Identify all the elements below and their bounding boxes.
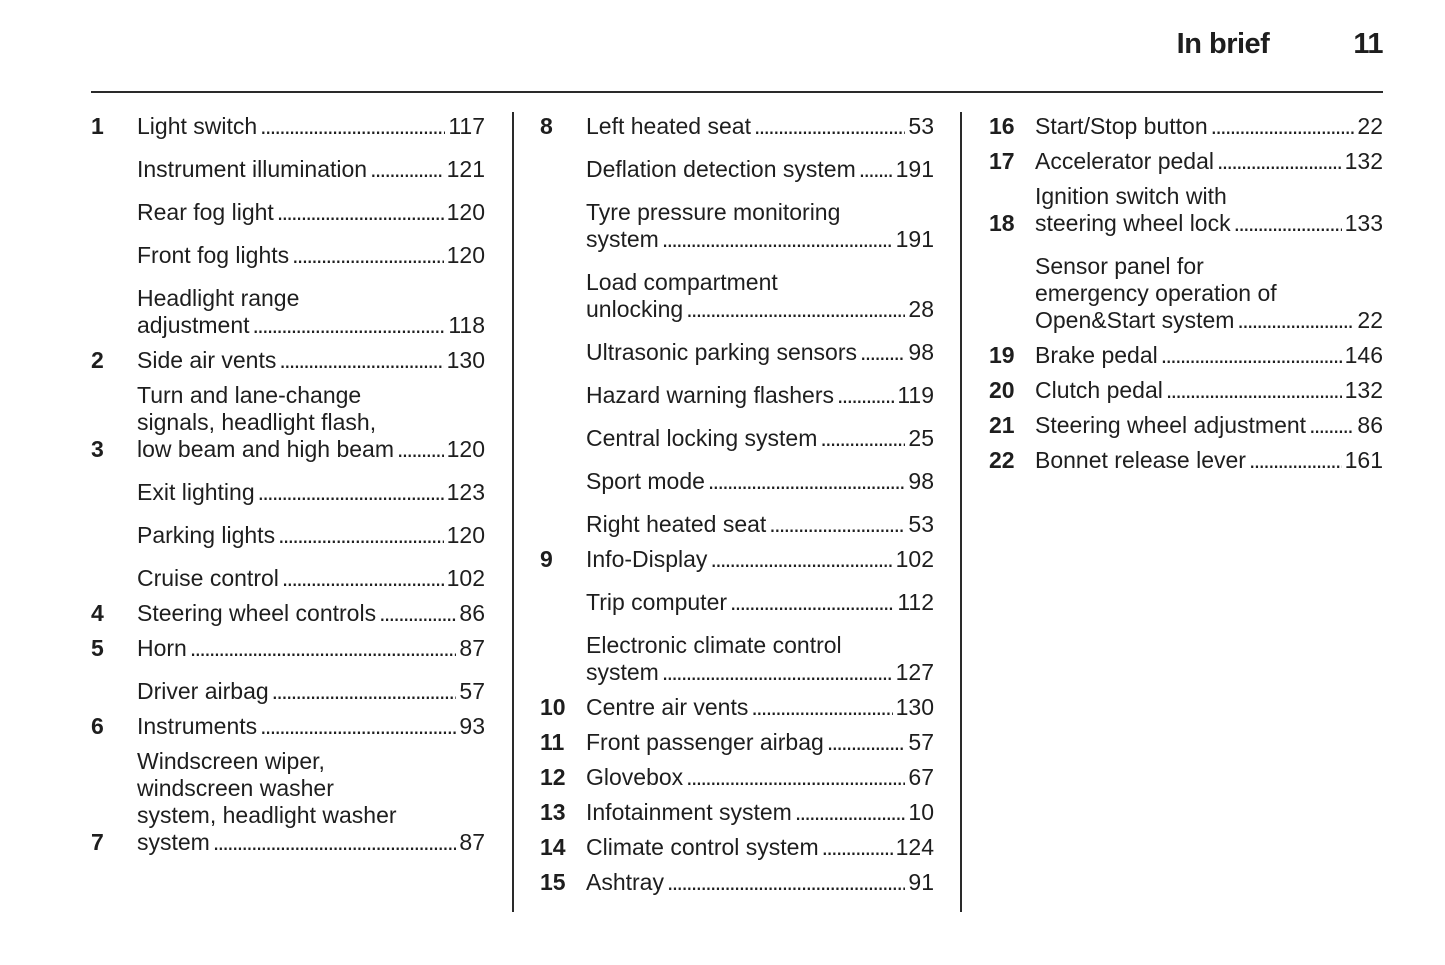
page-reference: 57 [908, 729, 934, 755]
index-entry [989, 447, 1383, 474]
page-reference: 191 [895, 226, 934, 252]
entry-label: Exit lighting [137, 479, 255, 505]
entry-label: Bonnet release lever [1035, 447, 1246, 473]
index-entry [989, 377, 1383, 404]
entry-leader-line [586, 659, 934, 686]
index-entry [91, 156, 485, 183]
index-entry [540, 156, 934, 183]
page-reference: 120 [446, 436, 485, 462]
entry-text [137, 635, 485, 662]
item-number: 9 [540, 546, 553, 572]
page-reference: 127 [895, 659, 934, 685]
page-reference: 93 [459, 713, 485, 739]
page-reference: 124 [895, 834, 934, 860]
dot-leader [708, 468, 906, 495]
entry-text [586, 468, 934, 495]
entry-leader-line [586, 226, 934, 253]
entry-leader-line [586, 156, 934, 183]
entry-label: low beam and high beam [137, 436, 394, 462]
item-number: 18 [989, 210, 1015, 236]
entry-text [137, 285, 485, 339]
page-reference: 119 [897, 382, 934, 408]
entry-label-line: signals, headlight flash, [137, 409, 377, 435]
entry-label: Light switch [137, 113, 258, 139]
entry-leader-line [1035, 307, 1383, 334]
dot-leader [754, 113, 905, 140]
entry-label: Start/Stop button [1035, 113, 1208, 139]
entry-text [1035, 183, 1383, 237]
entry-label: Deflation detection system [586, 156, 856, 182]
entry-leader-line [137, 829, 485, 856]
index-entry [91, 748, 485, 856]
entry-leader-line [1035, 342, 1383, 369]
item-number: 8 [540, 113, 553, 139]
page-reference: 161 [1344, 447, 1383, 473]
entry-label: system [586, 226, 659, 252]
dot-leader [837, 382, 894, 409]
entry-text [137, 242, 485, 269]
item-number: 13 [540, 799, 566, 825]
entry-leader-line [586, 511, 934, 538]
entry-text [1035, 412, 1383, 439]
entry-label: unlocking [586, 296, 684, 322]
index-entry [540, 511, 934, 538]
entry-label: Ultrasonic parking sensors [586, 339, 858, 365]
page-reference: 146 [1344, 342, 1383, 368]
entry-leader-line [137, 522, 485, 549]
entry-leader-line [1035, 412, 1383, 439]
dot-leader [1309, 412, 1354, 439]
entry-text [137, 713, 485, 740]
index-entry [540, 834, 934, 861]
index-entry [91, 382, 485, 463]
index-entry [989, 253, 1383, 334]
entry-text [586, 694, 934, 721]
entry-label: Sport mode [586, 468, 705, 494]
page-reference: 28 [908, 296, 934, 322]
entry-text [586, 339, 934, 366]
dot-leader [751, 694, 892, 721]
dot-leader [277, 199, 444, 226]
index-entry [540, 799, 934, 826]
page-reference: 53 [908, 511, 934, 537]
item-number: 12 [540, 764, 566, 790]
entry-leader-line [586, 869, 934, 896]
entry-leader-line [586, 799, 934, 826]
entry-label: Info-Display [586, 546, 708, 572]
index-entry [91, 713, 485, 740]
entry-text [1035, 113, 1383, 140]
entry-leader-line [137, 199, 485, 226]
entry-label: Front passenger airbag [586, 729, 824, 755]
entry-label-line: Headlight range [137, 285, 300, 311]
entry-text [586, 199, 934, 253]
entry-leader-line [137, 713, 485, 740]
entry-leader-line [137, 565, 485, 592]
page-reference: 120 [446, 522, 485, 548]
entry-label-line: Load compartment [586, 269, 778, 295]
dot-leader [213, 829, 457, 856]
entry-leader-line [137, 347, 485, 374]
entry-text [586, 869, 934, 896]
index-column-3 [989, 113, 1383, 474]
entry-label: Driver airbag [137, 678, 269, 704]
dot-leader [822, 834, 893, 861]
item-number: 7 [91, 829, 104, 855]
item-number: 16 [989, 113, 1015, 139]
entry-text [586, 799, 934, 826]
index-entry [91, 522, 485, 549]
entry-label: Steering wheel adjustment [1035, 412, 1307, 438]
index-entry [540, 269, 934, 323]
dot-leader [662, 659, 893, 686]
dot-leader [795, 799, 906, 826]
entry-label: Cruise control [137, 565, 279, 591]
dot-leader [260, 113, 445, 140]
page-reference: 121 [446, 156, 485, 182]
index-entry [91, 678, 485, 705]
item-number: 19 [989, 342, 1015, 368]
entry-leader-line [137, 479, 485, 506]
entry-label: Front fog lights [137, 242, 290, 268]
entry-leader-line [586, 546, 934, 573]
page-reference: 117 [448, 113, 485, 139]
column-divider [512, 112, 514, 912]
entry-text [586, 156, 934, 183]
index-entry [989, 342, 1383, 369]
index-entry [91, 242, 485, 269]
entry-leader-line [586, 694, 934, 721]
page-reference: 130 [895, 694, 934, 720]
entry-leader-line [1035, 377, 1383, 404]
dot-leader [769, 511, 905, 538]
entry-leader-line [586, 296, 934, 323]
page-reference: 132 [1344, 377, 1383, 403]
dot-leader [379, 600, 456, 627]
entry-label-line: Ignition switch with [1035, 183, 1227, 209]
page-reference: 53 [908, 113, 934, 139]
index-entry [540, 113, 934, 140]
index-entry [91, 113, 485, 140]
index-column-1 [91, 113, 485, 856]
entry-label: Horn [137, 635, 187, 661]
dot-leader [258, 479, 444, 506]
page-reference: 57 [459, 678, 485, 704]
entry-text [137, 600, 485, 627]
entry-leader-line [137, 678, 485, 705]
index-entry [540, 729, 934, 756]
entry-text [586, 589, 934, 616]
entry-leader-line [586, 468, 934, 495]
dot-leader [260, 713, 456, 740]
entry-text [1035, 447, 1383, 474]
dot-leader [859, 156, 893, 183]
entry-text [137, 748, 485, 856]
entry-leader-line [586, 113, 934, 140]
index-column-2 [540, 113, 934, 896]
entry-label-line: Sensor panel for [1035, 253, 1204, 279]
item-number: 2 [91, 347, 104, 373]
dot-leader [710, 546, 892, 573]
page-number: 11 [1353, 28, 1383, 60]
entry-label: Open&Start system [1035, 307, 1235, 333]
dot-leader [190, 635, 457, 662]
entry-label-line: Turn and lane-change [137, 382, 362, 408]
index-entry [91, 347, 485, 374]
entry-text [137, 479, 485, 506]
dot-leader [860, 339, 905, 366]
entry-leader-line [137, 635, 485, 662]
dot-leader [1211, 113, 1355, 140]
index-entry [91, 635, 485, 662]
entry-text [586, 834, 934, 861]
page-reference: 25 [908, 425, 934, 451]
dot-leader [397, 436, 444, 463]
item-number: 11 [540, 729, 565, 755]
index-entry [540, 694, 934, 721]
entry-text [137, 565, 485, 592]
index-entry [540, 199, 934, 253]
index-entry [540, 425, 934, 452]
entry-label: Brake pedal [1035, 342, 1158, 368]
entry-text [586, 511, 934, 538]
item-number: 14 [540, 834, 566, 860]
header-rule [91, 91, 1383, 93]
page-reference: 132 [1344, 148, 1383, 174]
index-entry [91, 600, 485, 627]
entry-label: steering wheel lock [1035, 210, 1231, 236]
entry-text [586, 425, 934, 452]
entry-leader-line [1035, 210, 1383, 237]
dot-leader [282, 565, 444, 592]
entry-leader-line [586, 764, 934, 791]
entry-label: Glovebox [586, 764, 684, 790]
entry-text [1035, 377, 1383, 404]
entry-label-line: system, headlight washer [137, 802, 397, 828]
entry-leader-line [137, 113, 485, 140]
index-entry [540, 589, 934, 616]
item-number: 17 [989, 148, 1015, 174]
entry-leader-line [1035, 447, 1383, 474]
page-reference: 10 [908, 799, 934, 825]
item-number: 1 [91, 113, 104, 139]
entry-label: Infotainment system [586, 799, 792, 825]
entry-label-line: emergency operation of [1035, 280, 1277, 306]
dot-leader [730, 589, 894, 616]
dot-leader [1249, 447, 1342, 474]
entry-leader-line [137, 312, 485, 339]
entry-label: adjustment [137, 312, 250, 338]
entry-leader-line [137, 156, 485, 183]
entry-text [137, 199, 485, 226]
entry-text [137, 347, 485, 374]
entry-leader-line [586, 589, 934, 616]
dot-leader [662, 226, 893, 253]
dot-leader [686, 296, 905, 323]
entry-label: Parking lights [137, 522, 276, 548]
entry-text [1035, 253, 1383, 334]
entry-label: Accelerator pedal [1035, 148, 1214, 174]
dot-leader [279, 347, 443, 374]
index-entry [91, 285, 485, 339]
entry-label-line: Windscreen wiper, [137, 748, 325, 774]
entry-text [586, 764, 934, 791]
page-reference: 87 [459, 635, 485, 661]
index-entry [540, 869, 934, 896]
item-number: 20 [989, 377, 1015, 403]
item-number: 21 [989, 412, 1015, 438]
entry-text [586, 113, 934, 140]
index-entry [91, 199, 485, 226]
page-reference: 112 [897, 589, 934, 615]
entry-label: Rear fog light [137, 199, 274, 225]
dot-leader [686, 764, 905, 791]
page-reference: 98 [908, 339, 934, 365]
entry-leader-line [1035, 113, 1383, 140]
entry-leader-line [137, 600, 485, 627]
index-entry [540, 546, 934, 573]
entry-leader-line [1035, 148, 1383, 175]
index-entry [540, 382, 934, 409]
item-number: 10 [540, 694, 566, 720]
entry-label: Ashtray [586, 869, 664, 895]
column-divider [960, 112, 962, 912]
page-reference: 91 [908, 869, 934, 895]
entry-text [137, 156, 485, 183]
item-number: 3 [91, 436, 104, 462]
dot-leader [1217, 148, 1342, 175]
dot-leader [370, 156, 444, 183]
page-reference: 130 [446, 347, 485, 373]
entry-leader-line [586, 425, 934, 452]
section-title: In brief [1176, 28, 1270, 60]
dot-leader [1237, 307, 1354, 334]
page-reference: 67 [908, 764, 934, 790]
entry-label-line: windscreen washer [137, 775, 334, 801]
dot-leader [253, 312, 446, 339]
entry-leader-line [137, 242, 485, 269]
index-entry [989, 183, 1383, 237]
entry-leader-line [586, 834, 934, 861]
dot-leader [272, 678, 457, 705]
entry-label: Side air vents [137, 347, 277, 373]
entry-label: Climate control system [586, 834, 819, 860]
page-reference: 86 [459, 600, 485, 626]
page-reference: 22 [1357, 113, 1383, 139]
entry-text [586, 632, 934, 686]
page-reference: 102 [895, 546, 934, 572]
entry-leader-line [586, 382, 934, 409]
index-entry [540, 764, 934, 791]
entry-label: system [586, 659, 659, 685]
item-number: 4 [91, 600, 104, 626]
entry-text [586, 269, 934, 323]
entry-leader-line [586, 729, 934, 756]
entry-label: Steering wheel controls [137, 600, 377, 626]
entry-text [586, 729, 934, 756]
entry-label: Right heated seat [586, 511, 767, 537]
entry-label-line: Electronic climate control [586, 632, 842, 658]
index-entry [989, 412, 1383, 439]
entry-label: system [137, 829, 210, 855]
item-number: 6 [91, 713, 104, 739]
entry-label: Centre air vents [586, 694, 749, 720]
item-number: 22 [989, 447, 1015, 473]
entry-label: Hazard warning flashers [586, 382, 835, 408]
dot-leader [827, 729, 906, 756]
item-number: 15 [540, 869, 566, 895]
entry-label: Instruments [137, 713, 258, 739]
index-entry [540, 468, 934, 495]
entry-text [137, 382, 485, 463]
index-entry [91, 479, 485, 506]
entry-text [586, 382, 934, 409]
page-reference: 120 [446, 199, 485, 225]
index-entry [540, 339, 934, 366]
dot-leader [1161, 342, 1342, 369]
dot-leader [820, 425, 905, 452]
page-reference: 86 [1357, 412, 1383, 438]
item-number: 5 [91, 635, 104, 661]
page-reference: 133 [1344, 210, 1383, 236]
page-reference: 191 [895, 156, 934, 182]
entry-text [1035, 148, 1383, 175]
index-entry [540, 632, 934, 686]
entry-label: Instrument illumination [137, 156, 368, 182]
entry-text [1035, 342, 1383, 369]
entry-text [586, 546, 934, 573]
dot-leader [278, 522, 444, 549]
entry-label-line: Tyre pressure monitoring [586, 199, 841, 225]
index-entry [989, 113, 1383, 140]
page-reference: 118 [448, 312, 485, 338]
page-reference: 22 [1357, 307, 1383, 333]
index-entry [91, 565, 485, 592]
dot-leader [292, 242, 443, 269]
page-reference: 98 [908, 468, 934, 494]
dot-leader [1234, 210, 1342, 237]
dot-leader [1166, 377, 1342, 404]
entry-leader-line [586, 339, 934, 366]
page-reference: 102 [446, 565, 485, 591]
entry-text [137, 678, 485, 705]
page-reference: 87 [459, 829, 485, 855]
page-header [1177, 28, 1383, 61]
page-reference: 123 [446, 479, 485, 505]
entry-text [137, 113, 485, 140]
entry-label: Clutch pedal [1035, 377, 1163, 403]
index-entry [989, 148, 1383, 175]
entry-label: Left heated seat [586, 113, 751, 139]
entry-label: Trip computer [586, 589, 728, 615]
page-reference: 120 [446, 242, 485, 268]
entry-label: Central locking system [586, 425, 818, 451]
entry-leader-line [137, 436, 485, 463]
dot-leader [667, 869, 905, 896]
entry-text [137, 522, 485, 549]
